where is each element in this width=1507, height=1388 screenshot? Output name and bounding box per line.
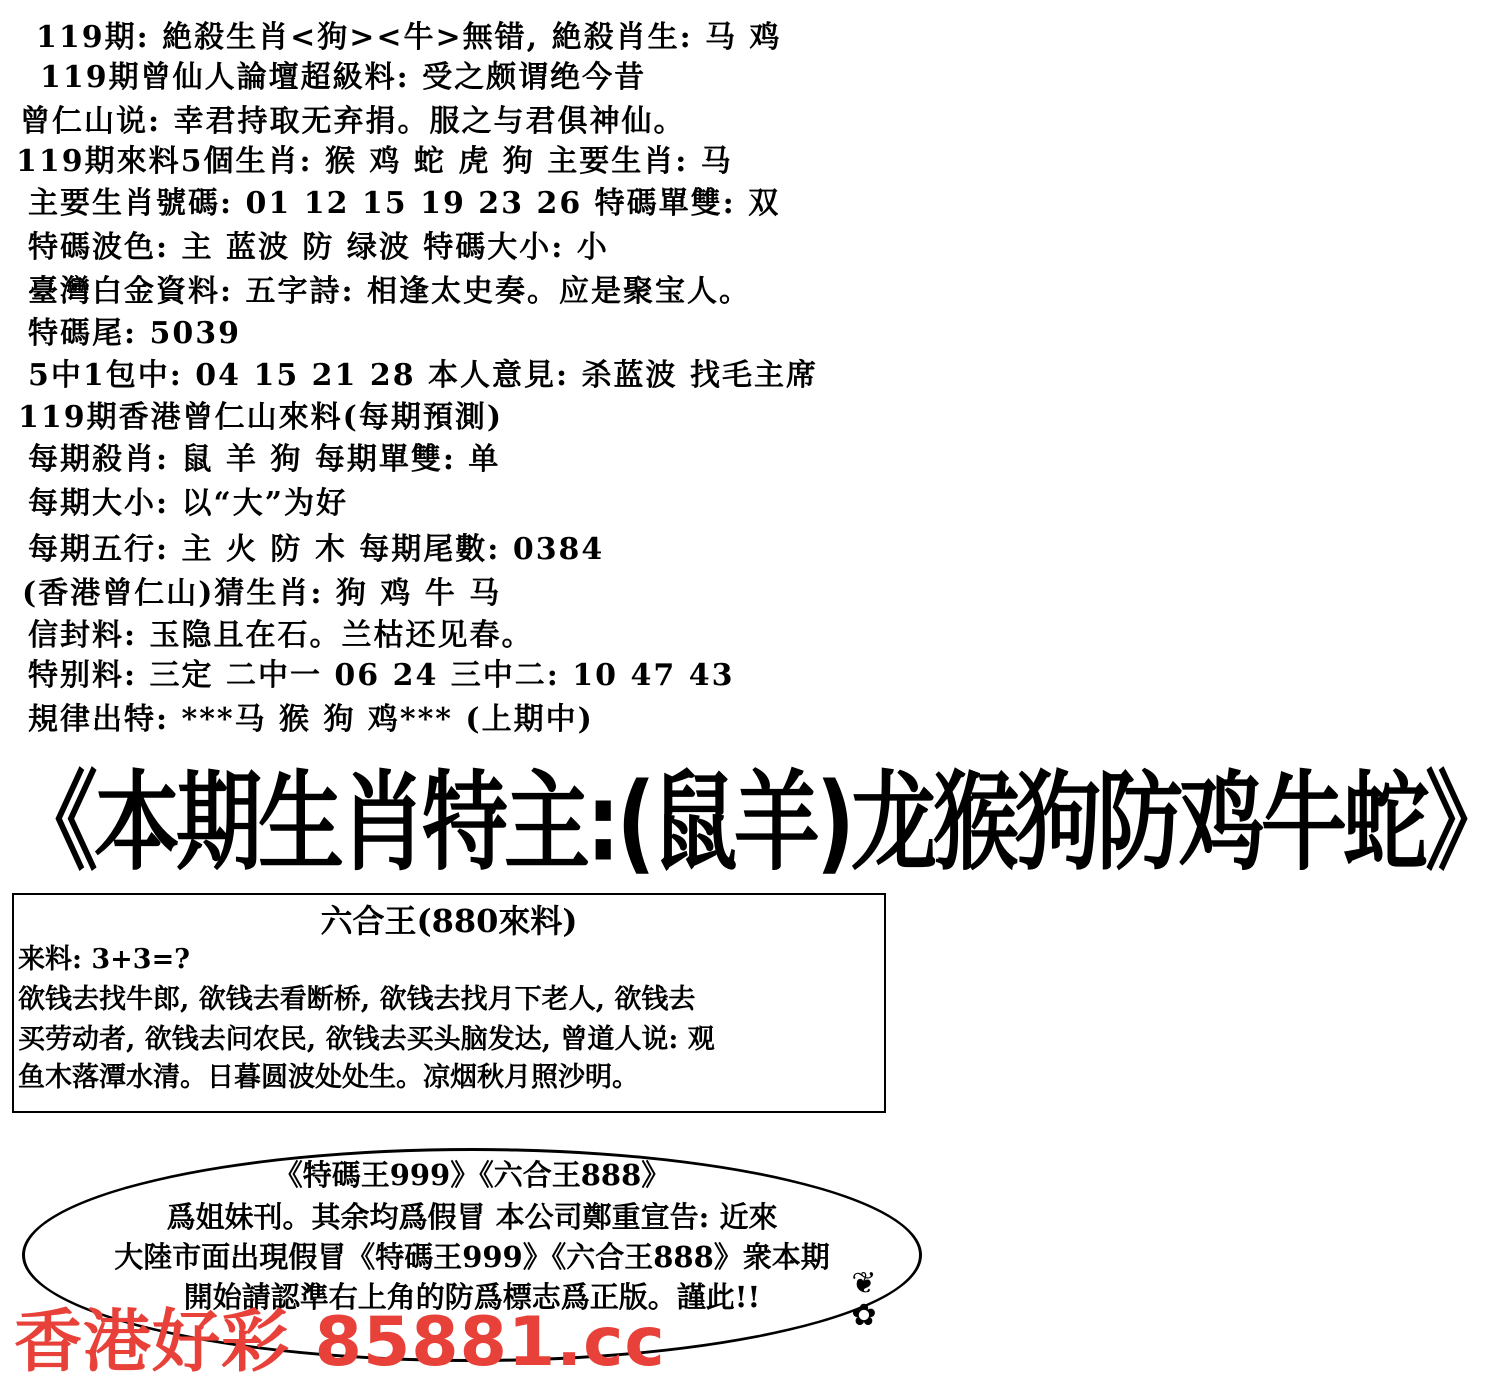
forum-line: 119期曾仙人論壇超級料: 受之颇谓绝今昔	[40, 60, 647, 95]
headline: 《本期生肖特主:(鼠羊)龙猴狗防鸡牛蛇》	[12, 760, 1507, 886]
notice-line: 爲姐妹刊。其余均爲假冒 本公司鄭重宣告: 近來	[166, 1200, 778, 1234]
main-numbers-line: 主要生肖號碼: 01 12 15 19 23 26 特碼單雙: 双	[28, 186, 781, 221]
size-line: 每期大小: 以“大”为好	[28, 486, 349, 521]
watermark: 香港好彩 85881.cc	[14, 1303, 666, 1382]
notice-line: 《特碼王999》《六合王888》	[273, 1158, 671, 1192]
box-line: 来料: 3+3=?	[18, 944, 191, 975]
five-elements-line: 每期五行: 主 火 防 木 每期尾數: 0384	[28, 532, 605, 567]
five-in-one-line: 5中1包中: 04 15 21 28 本人意見: 杀蓝波 找毛主席	[28, 358, 818, 393]
tail-number-line: 特碼尾: 5039	[28, 316, 242, 351]
box-line: 鱼木落潭水清。日暮圆波处处生。凉烟秋月照沙明。	[18, 1062, 639, 1093]
notice-line: 開始請認準右上角的防爲標志爲正版。謹此!!	[183, 1280, 761, 1314]
envelope-line: 信封料: 玉隐且在石。兰枯还见春。	[28, 618, 534, 653]
special-line: 特别料: 三定 二中一 06 24 三中二: 10 47 43	[28, 658, 735, 693]
box-line: 欲钱去找牛郎, 欲钱去看断桥, 欲钱去找月下老人, 欲钱去	[18, 984, 696, 1015]
zeng-saying-line: 曾仁山说: 幸君持取无弃捐。服之与君俱神仙。	[20, 104, 686, 139]
guess-zodiac-line: (香港曾仁山)猜生肖: 狗 鸡 牛 马	[22, 576, 502, 611]
taiwan-poem-line: 臺灣白金資料: 五字詩: 相逢太史奏。应是聚宝人。	[28, 274, 752, 309]
kill-zodiac-line: 每期殺肖: 鼠 羊 狗 每期單雙: 单	[28, 442, 501, 477]
hk-forecast-title: 119期香港曾仁山來料(每期預測)	[18, 400, 504, 435]
five-zodiac-line: 119期來料5個生肖: 猴 鸡 蛇 虎 狗 主要生肖: 马	[16, 144, 733, 179]
liuhe-box	[12, 893, 886, 1113]
anti-fake-seal-icon: ❦ ✿	[851, 1266, 877, 1333]
notice-line: 大陸市面出現假冒《特碼王999》《六合王888》衆本期	[114, 1240, 830, 1274]
wave-color-line: 特碼波色: 主 蓝波 防 绿波 特碼大小: 小	[28, 230, 609, 265]
box-line: 买劳动者, 欲钱去问农民, 欲钱去买头脑发达, 曾道人说: 观	[18, 1024, 715, 1055]
pattern-line: 規律出特: ***马 猴 狗 鸡*** (上期中)	[28, 702, 594, 737]
box-title: 六合王(880來料)	[320, 902, 578, 940]
issue-kill-line: 119期: 絶殺生肖<狗><牛>無错, 絶殺肖生: 马 鸡	[36, 20, 782, 55]
